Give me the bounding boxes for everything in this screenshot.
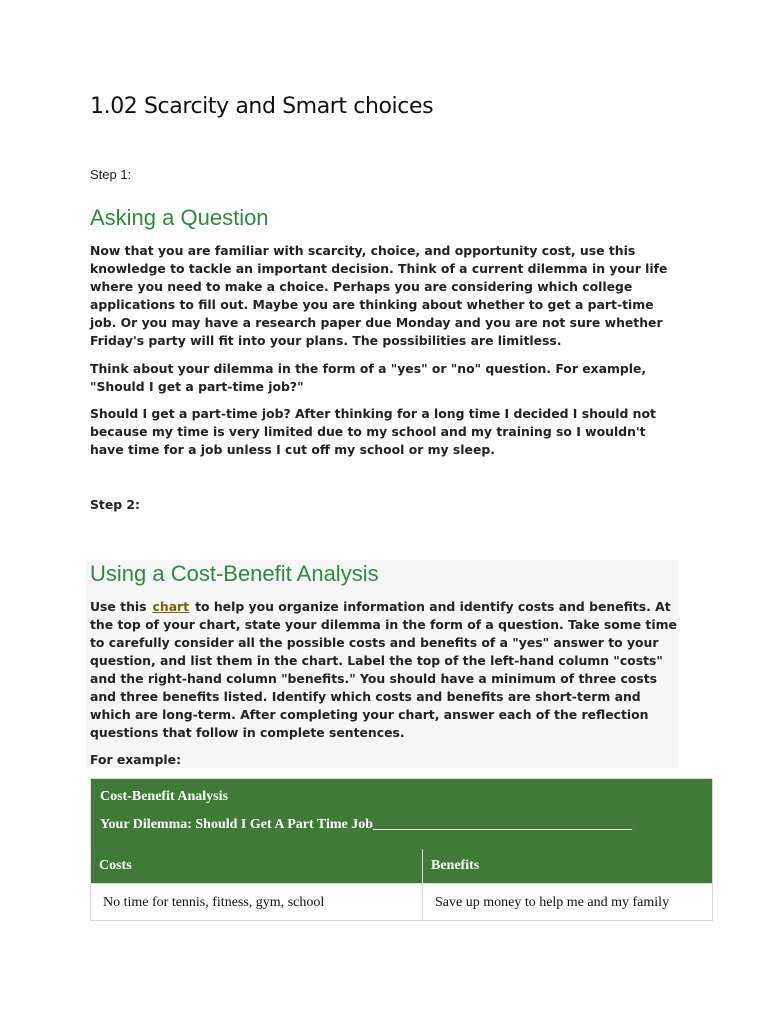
- paragraph-yes-no: Think about your dilemma in the form of a "yes" or "no" question. For example, "Should I get a part-time job?": [90, 361, 647, 394]
- section-heading-cost-benefit: Using a Cost-Benefit Analysis: [90, 561, 379, 586]
- instructions-before-link: Use this: [90, 599, 147, 614]
- cost-cell: No time for tennis, fitness, gym, school: [91, 884, 423, 920]
- page-title: 1.02 Scarcity and Smart choices: [90, 94, 434, 119]
- paragraph-intro: Now that you are familiar with scarcity, choice, and opportunity cost, use this knowledge to tackle an important decision. Think of a current dilemma in your life where you need to make a choice. Perhaps you are considering which college applications to fill out. Maybe you are thinking about whether to get a part-time job. Or you may have a research paper due Monday and you are not sure whether Friday's party will fit into your plans. The possibilities are limitless.: [90, 243, 668, 348]
- benefit-cell: Save up money to help me and my family: [435, 895, 670, 910]
- instructions-after-link: to help you organize information and identify costs and benefits. At the top of your chart, state your dilemma in the form of a question. Take some time to carefully consider all the possible costs and benefits of a "yes" answer to your question, and list them in the chart. Label the top of the left-hand column "costs" and the right-hand column "benefits." You should have a minimum of three costs and three benefits listed. Identify which costs and benefits are short-term and which are long-term. After completing your chart, answer each of the reflection questions that follow in complete sentences.: [90, 599, 677, 740]
- column-header-costs: Costs: [91, 849, 423, 883]
- section-heading-asking: Asking a Question: [90, 205, 269, 230]
- example-label: For example:: [90, 752, 182, 767]
- table-dilemma: Your Dilemma: Should I Get A Part Time Job_____________________________________: [100, 817, 633, 832]
- column-header-benefits: Benefits: [431, 858, 480, 873]
- step2-label: Step 2:: [90, 497, 141, 512]
- table-header-block: [90, 778, 713, 850]
- paragraph-answer: Should I get a part-time job? After thinking for a long time I decided I should not because my time is very limited due to my school and my training so I wouldn't have time for a job unless I cut off my school or my sleep.: [90, 406, 656, 457]
- table-column-header-row: [90, 849, 713, 884]
- step1-label: Step 1:: [90, 167, 132, 182]
- paragraph-instructions: [90, 598, 680, 742]
- table-row: [90, 884, 713, 921]
- table-title: Cost-Benefit Analysis: [100, 789, 228, 804]
- chart-link[interactable]: chart: [152, 599, 190, 614]
